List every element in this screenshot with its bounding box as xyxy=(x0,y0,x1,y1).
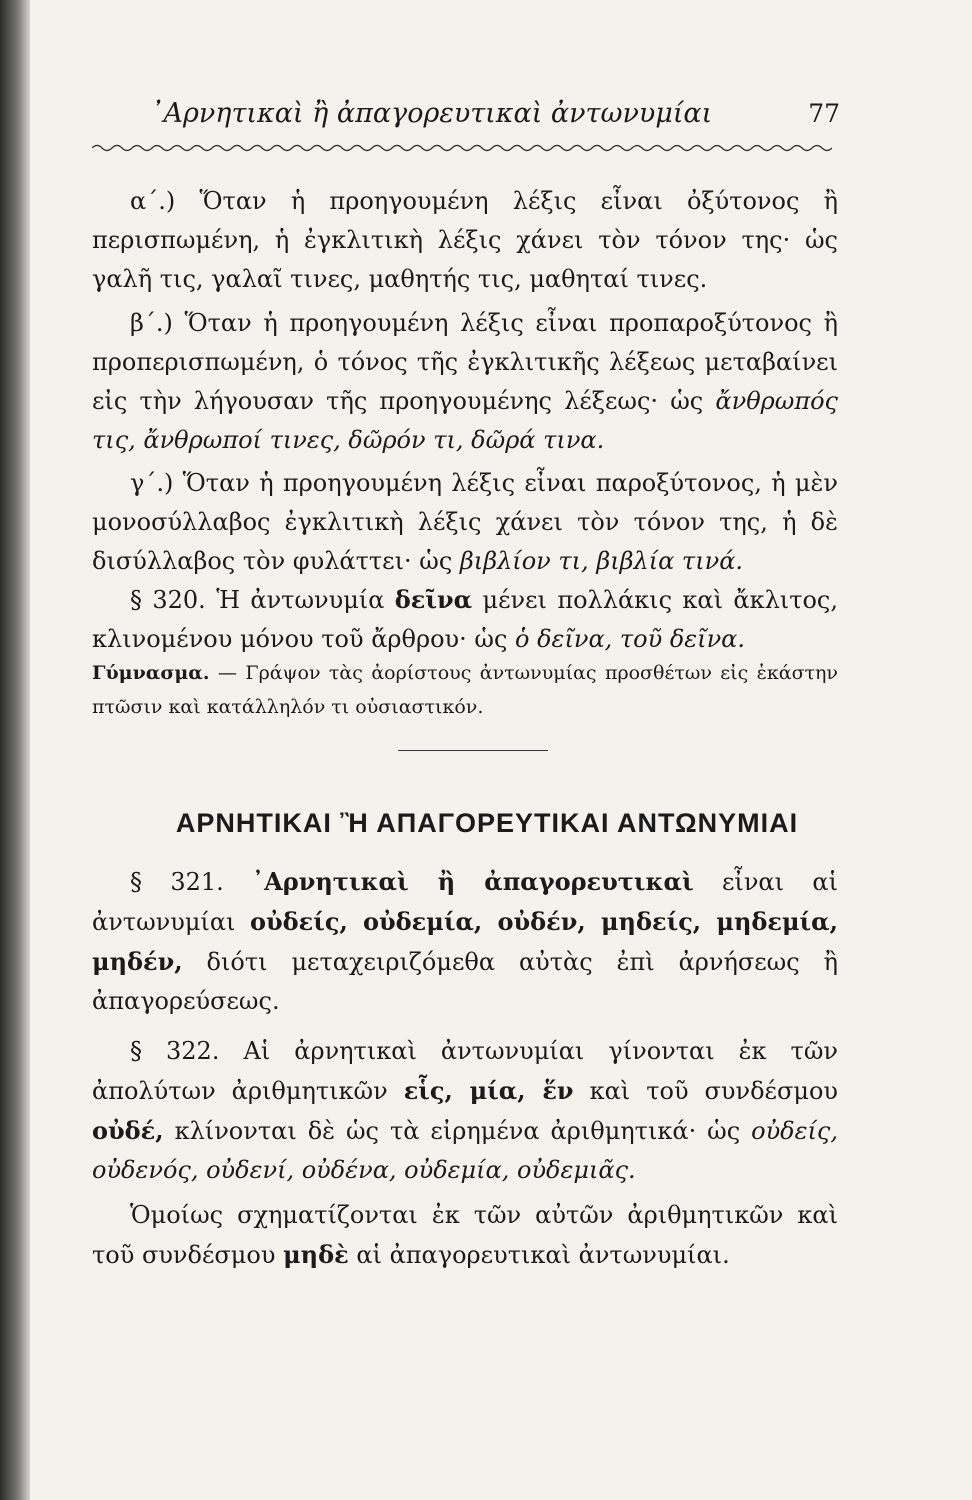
running-title: ᾿Αρνητικαὶ ἢ ἀπαγορευτικαὶ ἀντωνυμίαι xyxy=(150,98,713,129)
section-321-term: ᾿Αρνητικαὶ ἢ ἀπαγορευτικαὶ xyxy=(252,867,694,896)
section-heading: ΑΡΝΗΤΙΚΑΙ Ἢ ΑΠΑΓΟΡΕΥΤΙΚΑΙ ΑΝΤΩΝΥΜΙΑΙ xyxy=(175,808,799,838)
section-320-lead: Ἡ ἀντωνυμία xyxy=(216,586,385,614)
section-322 xyxy=(92,1032,838,1190)
section-321-number: § 321. xyxy=(130,868,224,896)
final-word: μηδὲ xyxy=(283,1240,349,1269)
paragraph-alpha: α΄.) Ὅταν ἡ προηγουμένη λέξις εἶναι ὀξύτονος ἢ περισπωμένη, ἡ ἐγκλιτικὴ λέξις χάνει τὸν τόνον της· ὡς γαλῆ τις, γαλαῖ τινες, μαθητής τις, μαθηταί τινες. xyxy=(92,187,838,293)
section-322-lead: Αἱ ἀρνητικαὶ ἀντωνυμίαι γίνονται ἐκ τῶν ἀπολύτων ἀριθμητικῶν xyxy=(92,1037,838,1105)
paragraph-final xyxy=(92,1196,838,1275)
section-322-mid: καὶ τοῦ συνδέσμου xyxy=(589,1077,838,1105)
gamma-examples: βιβλίον τι, βιβλία τινά. xyxy=(459,547,744,575)
section-321-mid: εἶναι αἱ ἀντωνυμίαι xyxy=(92,868,838,936)
wavy-header-rule xyxy=(92,142,832,154)
section-320-examples: ὁ δεῖνα, τοῦ δεῖνα. xyxy=(515,625,746,653)
paragraph-beta xyxy=(92,304,838,460)
final-lead: Ὁμοίως σχηματίζονται ἐκ τῶν αὐτῶν ἀριθμητικῶν καὶ τοῦ συνδέσμου xyxy=(92,1201,838,1269)
exercise-label: Γύμνασμα. xyxy=(92,662,210,684)
section-321 xyxy=(92,862,838,1021)
section-320-word: δεῖνα xyxy=(394,585,473,614)
final-rest: αἱ ἀπαγορευτικαὶ ἀντωνυμίαι. xyxy=(356,1241,730,1269)
section-322-words: εἷς, μία, ἕν xyxy=(403,1076,574,1105)
section-321-rest: διότι μεταχειριζόμεθα αὐτὰς ἐπὶ ἀρνήσεως ἢ ἀπαγορεύσεως. xyxy=(92,948,838,1015)
page-number: 77 xyxy=(808,99,840,128)
running-header xyxy=(150,98,840,129)
exercise xyxy=(92,656,838,724)
section-320-rest: μένει πολλάκις καὶ ἄκλιτος, κλινομένου μόνου τοῦ ἄρθρου· ὡς xyxy=(92,586,838,653)
section-322-conj: οὐδέ, xyxy=(92,1116,164,1145)
section-320-number: § 320. xyxy=(130,586,206,614)
exercise-text: — Γράψον τὰς ἀορίστους ἀντωνυμίας προσθέτων εἰς ἑκάστην πτῶσιν καὶ κατάλληλόν τι οὐσιαστικόν. xyxy=(92,662,838,718)
section-321-words: οὐδείς, οὐδεμία, οὐδέν, μηδείς, μηδεμία, μηδέν, xyxy=(92,907,838,976)
gamma-lead: γ΄.) Ὅταν ἡ προηγουμένη λέξις εἶναι παροξύτονος, ἡ μὲν μονοσύλλαβος ἐγκλιτικὴ λέξις χάνει τὸν τόνον της, ἡ δὲ δισύλλαβος τὸν φυλάττει· ὡς xyxy=(92,469,838,575)
book-spine-shadow xyxy=(0,0,30,1500)
section-322-rest: κλίνονται δὲ ὡς τὰ εἰρημένα ἀριθμητικά· ὡς xyxy=(174,1117,741,1145)
section-divider xyxy=(398,750,548,751)
beta-lead: β΄.) Ὅταν ἡ προηγουμένη λέξις εἶναι προπαροξύτονος ἢ προπερισπωμένη, ὁ τόνος τῆς ἐγκλιτικῆς λέξεως μεταβαίνει εἰς τὴν λήγουσαν τῆς προηγουμένης λέξεως· ὡς xyxy=(92,309,838,415)
section-320 xyxy=(92,580,838,659)
beta-examples: ἄνθρωπός τις, ἄνθρωποί τινες, δῶρόν τι, δῶρά τινα. xyxy=(92,387,838,454)
section-322-examples: οὐδείς, οὐδενός, οὐδενί, οὐδένα, οὐδεμία, οὐδεμιᾶς. xyxy=(92,1117,838,1184)
paragraph-gamma xyxy=(92,464,838,581)
section-322-number: § 322. xyxy=(130,1037,220,1065)
